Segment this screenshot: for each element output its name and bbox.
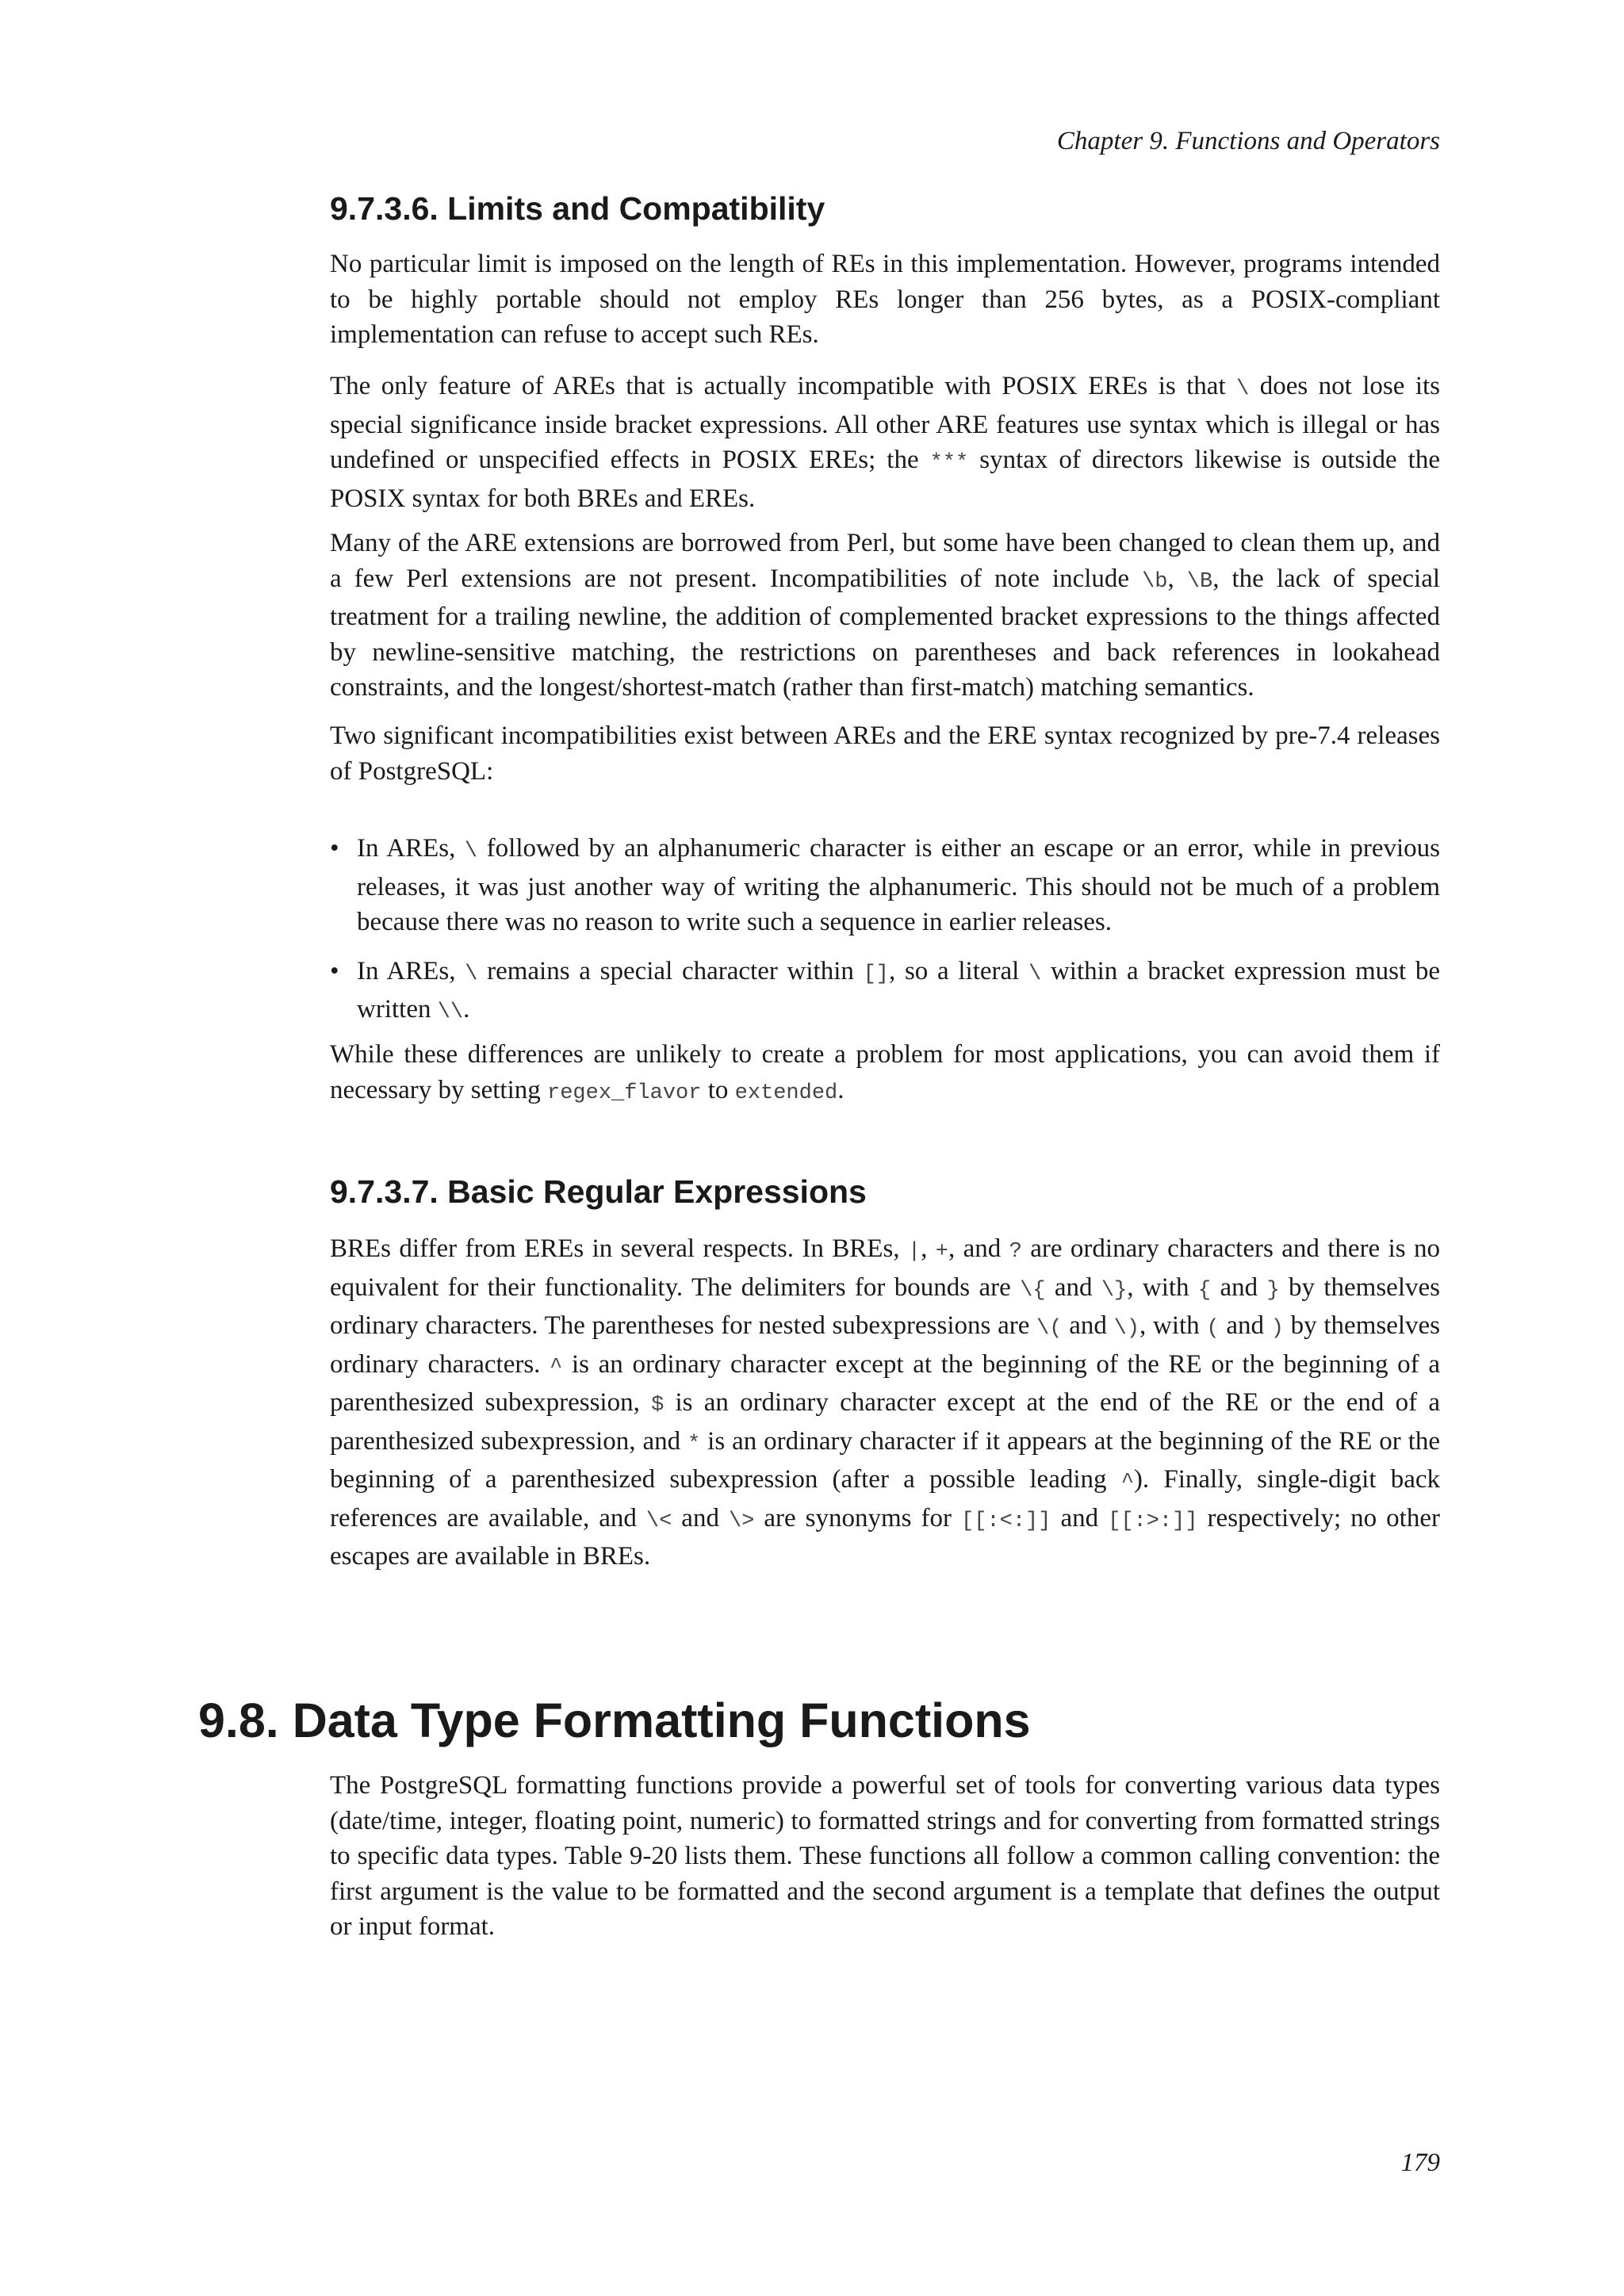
incompatibility-list (330, 831, 1440, 1031)
code-inline: [[:<:]] (961, 1509, 1051, 1533)
paragraph-incompatible-feature (330, 369, 1440, 516)
code-inline: + (935, 1240, 948, 1264)
text-run: are synonyms for (754, 1503, 962, 1533)
section-heading-limits-compatibility: 9.7.3.6. Limits and Compatibility (330, 190, 825, 227)
text-run: is an ordinary character except at the beginning of the RE or the beginning of a parenthesized subexpression, (330, 1349, 1440, 1417)
text-run: , with (1139, 1311, 1207, 1340)
bullet-icon: • (330, 956, 339, 985)
code-inline: \\ (437, 1001, 464, 1024)
text-run: is an ordinary character except at the end of the RE or the end of a parenthesized subexpression, and (330, 1388, 1440, 1456)
code-inline: \} (1101, 1278, 1128, 1303)
code-inline: [] (863, 962, 889, 986)
text-run: and (1051, 1503, 1109, 1533)
section-heading-basic-regex: 9.7.3.7. Basic Regular Expressions (330, 1173, 867, 1210)
code-inline: \b (1142, 569, 1168, 594)
text-run: . (837, 1075, 845, 1104)
text-run: , so a literal (889, 956, 1029, 985)
list-item (330, 954, 1440, 1031)
code-inline: ( (1206, 1317, 1220, 1341)
code-inline: \ (464, 840, 478, 863)
paragraph-formatting-functions (330, 1768, 1440, 1945)
text-run: In AREs, (357, 956, 465, 985)
text-run: and (1062, 1311, 1114, 1340)
text-run: by themselves ordinary characters. (330, 1311, 1441, 1379)
text-run: within a bracket expression must be written (357, 956, 1441, 1024)
text-run: . (463, 995, 470, 1024)
paragraph-bres (330, 1231, 1440, 1575)
code-inline: \ (1028, 962, 1042, 986)
code-inline: } (1266, 1278, 1280, 1303)
text-run: is an ordinary character if it appears at the beginning of the RE or the beginning of a parenthesized subexpression (after a possible leading (330, 1426, 1441, 1494)
paragraph-text: The PostgreSQL formatting functions provide a powerful set of tools for converting various data types (date/time, integer, floating point, numeric) to formatted strings and for converting from formatted strings to specific data types. Table 9-20 lists them. These functions all follow a common calling convention: the first argument is the value to be formatted and the second argument is a template that defines the output or input format. (330, 1771, 1440, 1941)
code-inline: \{ (1020, 1278, 1046, 1303)
code-inline: * (688, 1432, 701, 1456)
running-header: Chapter 9. Functions and Operators (1056, 127, 1440, 155)
text-run: by themselves ordinary characters. The parentheses for nested subexpressions are (330, 1272, 1440, 1340)
text-run: Many of the ARE extensions are borrowed from Perl, but some have been changed to clean them up, and a few Perl extensions are not present. Incompatibilities of note include (330, 529, 1440, 593)
paragraph-text (330, 369, 1440, 516)
text-run: to (701, 1075, 735, 1104)
text-run: BREs differ from EREs in several respects. In BREs, (330, 1234, 908, 1263)
code-inline: \) (1113, 1317, 1140, 1341)
text-run: are ordinary characters and there is no equivalent for their functionality. The delimiters for bounds are (330, 1234, 1440, 1302)
section-heading-data-type-formatting: 9.8. Data Type Formatting Functions (198, 1693, 1031, 1747)
text-run: While these differences are unlikely to create a problem for most applications, you can avoid them if necessary by setting (330, 1040, 1440, 1104)
code-inline: \> (728, 1509, 755, 1533)
text-run: , (921, 1234, 936, 1263)
text-run: , with (1127, 1272, 1198, 1302)
bullet-icon: • (330, 834, 339, 863)
text-run: , the lack of special treatment for a trailing newline, the addition of complemented bracket expressions to the things affected by newline-sensitive matching, the restrictions on parentheses and back references in lookahead constraints, and the longest/shortest-match (rather than first-match) matching semantics. (330, 564, 1441, 702)
code-inline: \B (1186, 569, 1213, 594)
code-inline: extended (734, 1081, 838, 1105)
code-inline: ^ (550, 1355, 563, 1380)
paragraph-text: Two significant incompatibilities exist between AREs and the ERE syntax recognized by pre-7.4 releases of PostgreSQL: (330, 721, 1440, 786)
text-run: and (1045, 1272, 1101, 1302)
text-run: In AREs, (357, 834, 465, 863)
code-inline: { (1197, 1278, 1212, 1303)
paragraph-limits (330, 247, 1440, 353)
paragraph-perl-extensions (330, 526, 1440, 706)
code-inline: regex_flavor (547, 1081, 702, 1105)
text-run: respectively; no other escapes are available in BREs. (330, 1503, 1440, 1571)
text-run: and (1211, 1272, 1267, 1302)
code-inline: ? (1009, 1240, 1022, 1264)
paragraph-text (330, 1231, 1440, 1575)
code-inline: \ (465, 962, 478, 986)
bullet-list (330, 831, 1440, 1044)
paragraph-regex-flavor (330, 1037, 1440, 1111)
code-inline: \< (645, 1509, 672, 1533)
code-inline: | (907, 1240, 921, 1264)
paragraph-text: No particular limit is imposed on the length of REs in this implementation. However, programs intended to be highly portable should not employ REs longer than 256 bytes, as a POSIX-compliant implementation can refuse to accept such REs. (330, 250, 1440, 349)
paragraph-two-incompatibilities (330, 718, 1440, 789)
text-run: , and (948, 1234, 1009, 1263)
code-inline: \ (1236, 377, 1250, 401)
text-run: , (1167, 564, 1187, 593)
text-run: followed by an alphanumeric character is either an escape or an error, while in previous releases, it was just another way of writing the alphanumeric. This should not be much of a problem because there was no reason to write such a sequence in earlier releases. (357, 834, 1440, 936)
text-run: ). Finally, single-digit back references are available, and (330, 1465, 1440, 1533)
text-run: does not lose its special significance inside bracket expressions. All other ARE features use syntax which is illegal or has undefined or unspecified effects in POSIX EREs; the (330, 372, 1440, 474)
paragraph-text (330, 1037, 1440, 1111)
list-item (330, 831, 1440, 940)
paragraph-text (330, 526, 1440, 706)
text-run: The only feature of AREs that is actually incompatible with POSIX EREs is that (330, 372, 1237, 400)
code-inline: $ (651, 1394, 665, 1418)
code-inline: *** (929, 451, 969, 475)
text-run: syntax of directors likewise is outside the POSIX syntax for both BREs and EREs. (330, 446, 1440, 513)
text-run: remains a special character within (477, 956, 864, 985)
code-inline: ) (1270, 1317, 1284, 1341)
code-inline: \( (1036, 1317, 1063, 1341)
page-number: 179 (1400, 2149, 1440, 2177)
code-inline: ^ (1120, 1471, 1134, 1494)
code-inline: [[:>:]] (1108, 1509, 1198, 1533)
text-run: and (672, 1503, 729, 1533)
text-run: and (1219, 1311, 1271, 1340)
